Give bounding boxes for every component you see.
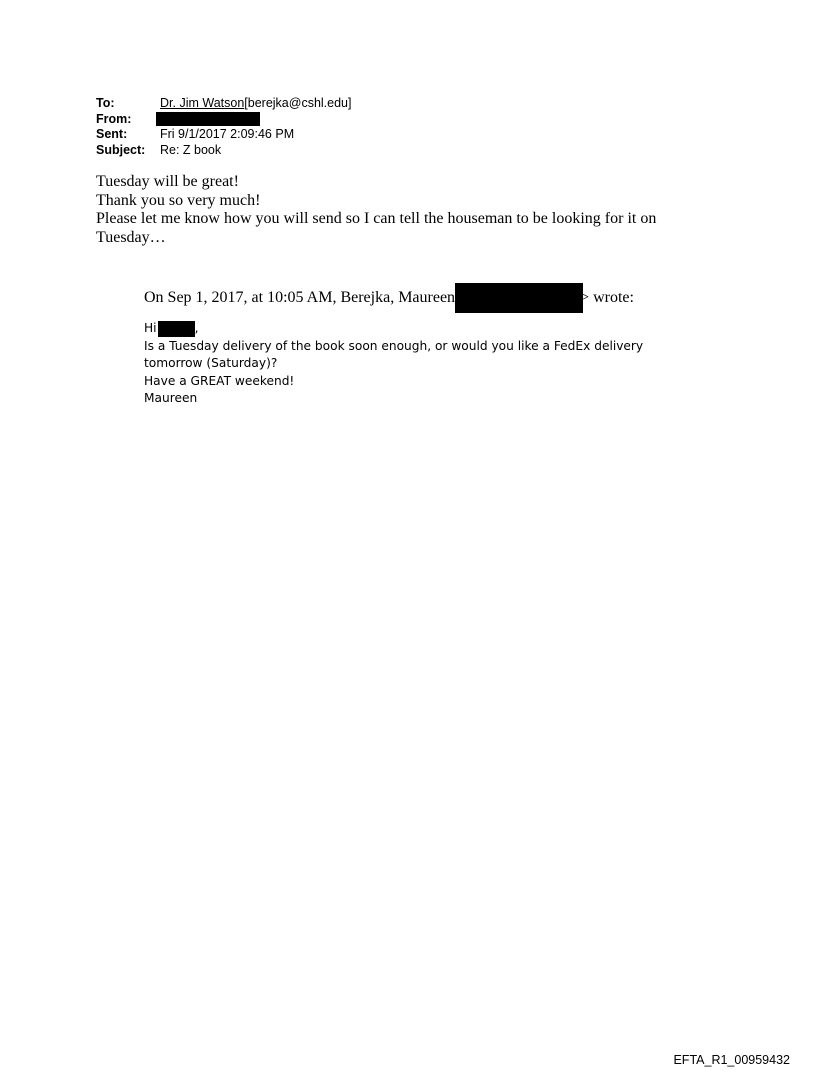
quoted-greeting	[144, 320, 704, 338]
email-headers	[96, 96, 351, 158]
sender-email-redaction	[455, 283, 583, 313]
greeting-text: Hi	[144, 321, 157, 335]
quoted-line: Have a GREAT weekend!	[144, 373, 295, 388]
sent-label: Sent:	[96, 127, 128, 141]
from-label: From:	[96, 111, 132, 126]
email-body	[96, 173, 696, 247]
subject-value: Re: Z book	[160, 142, 222, 157]
body-line: Please let me know how you will send so I can tell the houseman to be looking for it on Tuesday…	[96, 210, 657, 246]
from-redaction	[156, 112, 260, 126]
sent-value: Fri 9/1/2017 2:09:46 PM	[160, 127, 295, 141]
to-row	[96, 96, 351, 112]
quoted-message	[144, 320, 704, 408]
quoted-intro-text: On Sep 1, 2017, at 10:05 AM, Berejka, Maureen	[144, 289, 456, 306]
to-name: Dr. Jim Watson	[160, 96, 245, 110]
to-email: [berejka@cshl.edu]	[244, 96, 352, 110]
body-line: Tuesday will be great!	[96, 173, 239, 190]
quoted-intro-suffix: > wrote:	[580, 289, 634, 306]
quoted-signature: Maureen	[144, 391, 198, 406]
document-id: EFTA_R1_00959432	[673, 1053, 790, 1067]
greeting-comma: ,	[194, 321, 199, 335]
sent-row	[96, 127, 351, 143]
to-label: To:	[96, 96, 115, 110]
to-value	[160, 96, 351, 112]
quoted-line: Is a Tuesday delivery of the book soon enough, or would you like a FedEx delivery tomorrow (Saturday)?	[144, 338, 644, 371]
from-row	[96, 112, 351, 128]
body-line: Thank you so very much!	[96, 191, 261, 209]
subject-row	[96, 143, 351, 159]
subject-label: Subject:	[96, 142, 146, 157]
recipient-name-redaction	[158, 321, 195, 337]
quoted-intro	[144, 283, 634, 313]
